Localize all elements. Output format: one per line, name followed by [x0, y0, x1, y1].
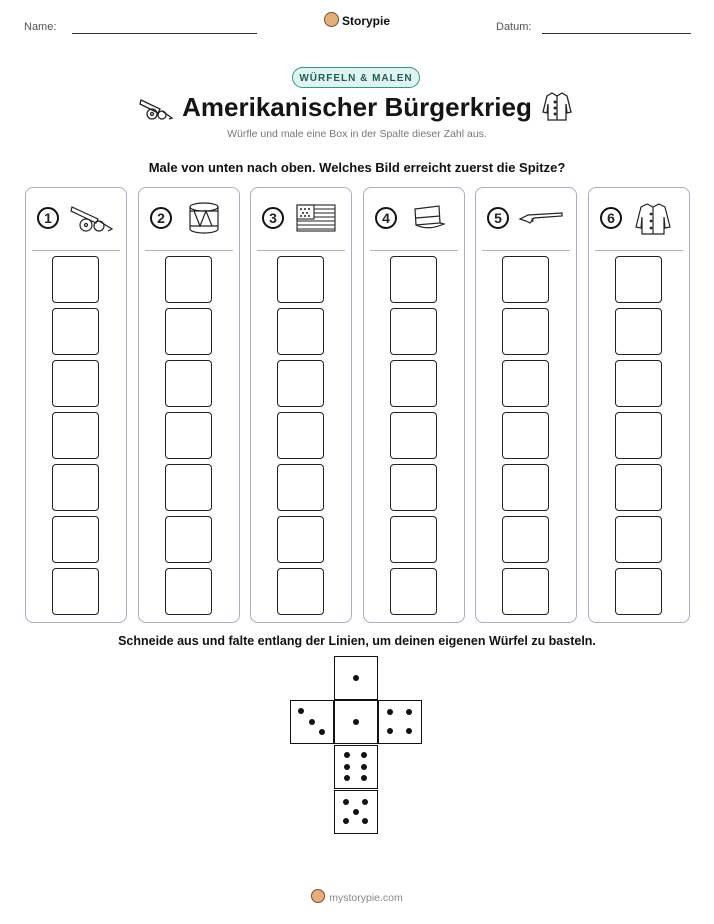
coloring-box[interactable] [277, 256, 324, 303]
coloring-box[interactable] [277, 360, 324, 407]
footer-url: mystorypie.com [329, 892, 403, 904]
die-pip [361, 775, 367, 781]
coloring-box[interactable] [165, 516, 212, 563]
bear-footer-icon [311, 889, 325, 903]
uniform-coat-icon [631, 201, 677, 235]
coloring-box[interactable] [502, 412, 549, 459]
die-pip [343, 818, 349, 824]
column-number: 3 [262, 207, 284, 229]
cut-instruction: Schneide aus und falte entlang der Linien, um deinen eigenen Würfel zu basteln. [118, 634, 596, 648]
coloring-box[interactable] [277, 516, 324, 563]
column-number: 1 [37, 207, 59, 229]
die-face-1 [334, 656, 378, 700]
coloring-box[interactable] [502, 464, 549, 511]
subtitle: Würfle und male eine Box in der Spalte dieser Zahl aus. [227, 128, 487, 140]
die-face-5 [334, 790, 378, 834]
column-2 [138, 187, 240, 623]
rifle-icon [518, 201, 564, 235]
die-pip [361, 752, 367, 758]
die-pip [319, 729, 325, 735]
die-face-4 [378, 700, 422, 744]
coloring-box[interactable] [502, 308, 549, 355]
die-pip [353, 675, 359, 681]
coloring-box[interactable] [390, 308, 437, 355]
column-divider [257, 250, 345, 251]
coloring-box[interactable] [390, 360, 437, 407]
coloring-box[interactable] [615, 516, 662, 563]
column-divider [145, 250, 233, 251]
die-pip [343, 799, 349, 805]
coloring-box[interactable] [615, 256, 662, 303]
coloring-box[interactable] [502, 568, 549, 615]
coloring-box[interactable] [165, 568, 212, 615]
column-4 [363, 187, 465, 623]
die-pip [344, 775, 350, 781]
coloring-box[interactable] [52, 256, 99, 303]
die-pip [344, 764, 350, 770]
die-pip [406, 709, 412, 715]
column-number: 2 [150, 207, 172, 229]
coloring-box[interactable] [52, 568, 99, 615]
date-label: Datum: [496, 21, 532, 33]
column-number: 5 [487, 207, 509, 229]
storypie-logo [0, 12, 714, 28]
die-face-6 [334, 745, 378, 789]
coloring-box[interactable] [390, 568, 437, 615]
column-divider [482, 250, 570, 251]
column-3 [250, 187, 352, 623]
die-pip [361, 764, 367, 770]
column-number: 6 [600, 207, 622, 229]
column-divider [32, 250, 120, 251]
coloring-box[interactable] [165, 360, 212, 407]
coloring-box[interactable] [52, 464, 99, 511]
instruction: Male von unten nach oben. Welches Bild erreicht zuerst die Spitze? [148, 160, 566, 175]
uniform-title-icon [541, 90, 573, 122]
kepi-cap-icon [406, 201, 452, 235]
cannon-icon [68, 201, 114, 235]
coloring-box[interactable] [502, 256, 549, 303]
die-pip [362, 818, 368, 824]
coloring-box[interactable] [390, 256, 437, 303]
die-pip [362, 799, 368, 805]
die-pip [406, 728, 412, 734]
drum-icon [181, 201, 227, 235]
date-line[interactable] [542, 33, 691, 34]
coloring-box[interactable] [52, 412, 99, 459]
coloring-box[interactable] [615, 360, 662, 407]
die-pip [387, 709, 393, 715]
coloring-box[interactable] [615, 568, 662, 615]
coloring-box[interactable] [502, 516, 549, 563]
column-number: 4 [375, 207, 397, 229]
coloring-box[interactable] [165, 308, 212, 355]
die-pip [309, 719, 315, 725]
coloring-box[interactable] [277, 464, 324, 511]
column-5 [475, 187, 577, 623]
logo-text: Storypie [341, 14, 390, 28]
die-pip [353, 809, 359, 815]
coloring-box[interactable] [390, 516, 437, 563]
die-pip [298, 708, 304, 714]
coloring-box[interactable] [165, 464, 212, 511]
name-label: Name: [24, 21, 57, 33]
coloring-box[interactable] [52, 360, 99, 407]
coloring-box[interactable] [277, 412, 324, 459]
coloring-box[interactable] [277, 308, 324, 355]
coloring-box[interactable] [390, 412, 437, 459]
coloring-box[interactable] [390, 464, 437, 511]
coloring-box[interactable] [615, 464, 662, 511]
die-pip [344, 752, 350, 758]
die-pip [353, 719, 359, 725]
name-line[interactable] [72, 33, 257, 34]
coloring-box[interactable] [615, 308, 662, 355]
coloring-box[interactable] [52, 308, 99, 355]
coloring-box[interactable] [165, 256, 212, 303]
flag-icon [293, 201, 339, 235]
column-6 [588, 187, 690, 623]
bear-logo-icon [324, 12, 339, 27]
die-face-1 [334, 700, 378, 744]
coloring-box[interactable] [615, 412, 662, 459]
die-pip [387, 728, 393, 734]
column-1 [25, 187, 127, 623]
coloring-box[interactable] [277, 568, 324, 615]
die-face-3 [290, 700, 334, 744]
footer [0, 889, 714, 904]
coloring-box[interactable] [165, 412, 212, 459]
activity-badge: WÜRFELN & MALEN [292, 67, 420, 88]
coloring-box[interactable] [502, 360, 549, 407]
coloring-box[interactable] [52, 516, 99, 563]
column-divider [595, 250, 683, 251]
column-divider [370, 250, 458, 251]
page-title: Amerikanischer Bürgerkrieg [182, 92, 532, 122]
